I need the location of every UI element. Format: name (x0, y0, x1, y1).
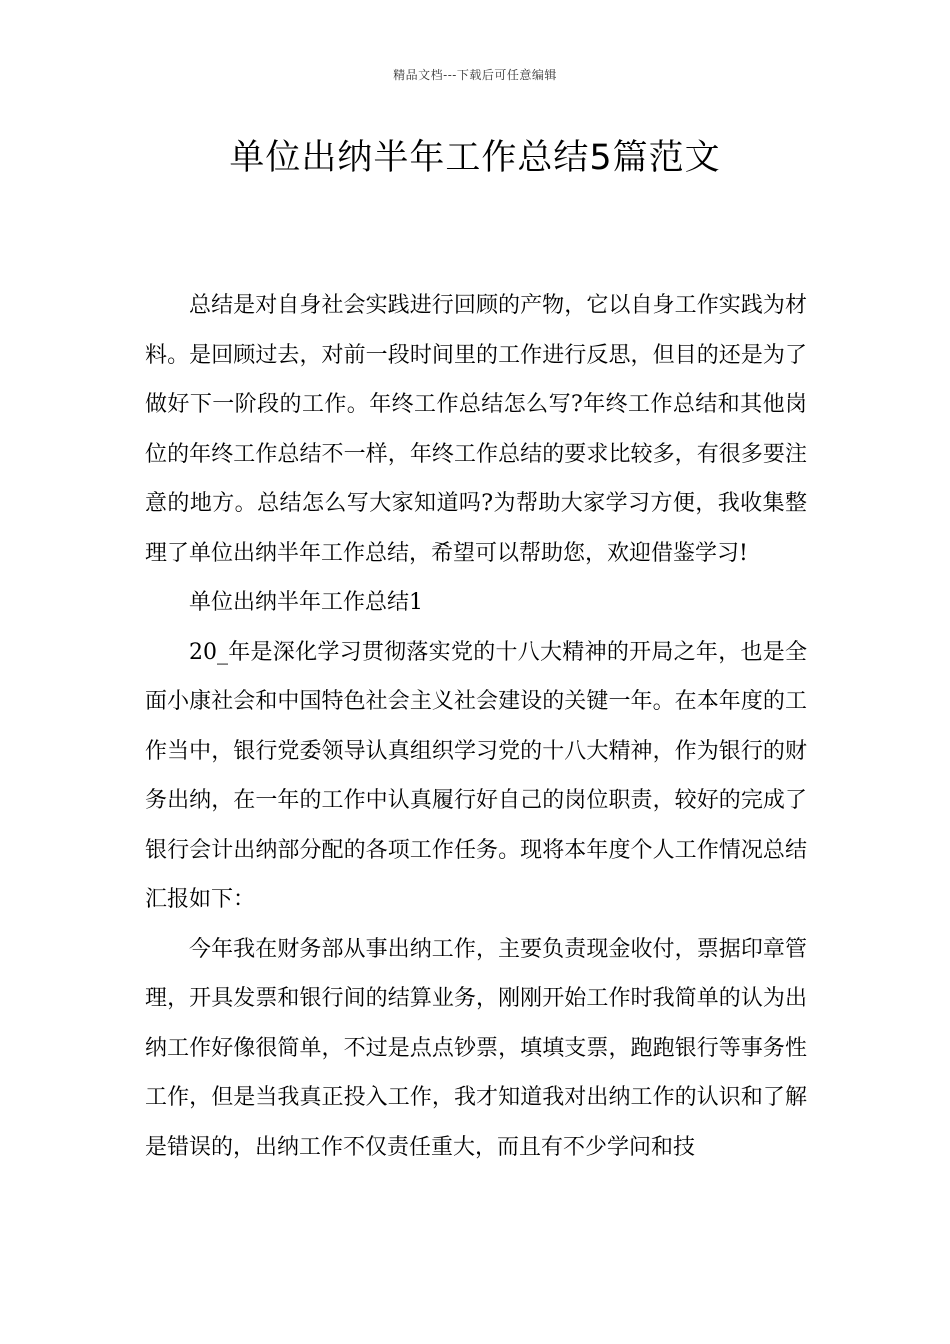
section-heading: 单位出纳半年工作总结1 (189, 590, 423, 615)
document-title: 单位出纳半年工作总结5篇范文 (229, 138, 721, 178)
header-note: 精品文档---下载后可任意编辑 (393, 68, 557, 82)
paragraph-duties: 今年我在财务部从事出纳工作，主要负责现金收付，票据印章管理，开具发票和银行间的结算业务，刚刚开始工作时我简单的认为出纳工作好像很简单，不过是点点钞票，填填支票，跑跑银行等事务性工作，但是当我真正投入工作，我才知道我对出纳工作的认识和了解是错误的，出纳工作不仅责任重大，而且有不少学问和技 (145, 936, 807, 1160)
paragraph-overview: 20_年是深化学习贯彻落实党的十八大精神的开局之年，也是全面小康社会和中国特色社会主义社会建设的关键一年。在本年度的工作当中，银行党委领导认真组织学习党的十八大精神，作为银行的财务出纳，在一年的工作中认真履行好自己的岗位职责，较好的完成了银行会计出纳部分配的各项工作任务。现将本年度个人工作情况总结汇报如下： (145, 639, 807, 912)
document-body (145, 281, 807, 1172)
paragraph-intro: 总结是对自身社会实践进行回顾的产物，它以自身工作实践为材料。是回顾过去，对前一段时间里的工作进行反思，但目的还是为了做好下一阶段的工作。年终工作总结怎么写?年终工作总结和其他岗位的年终工作总结不一样，年终工作总结的要求比较多，有很多要注意的地方。总结怎么写大家知道吗?为帮助大家学习方便，我收集整理了单位出纳半年工作总结，希望可以帮助您，欢迎借鉴学习! (145, 293, 807, 566)
